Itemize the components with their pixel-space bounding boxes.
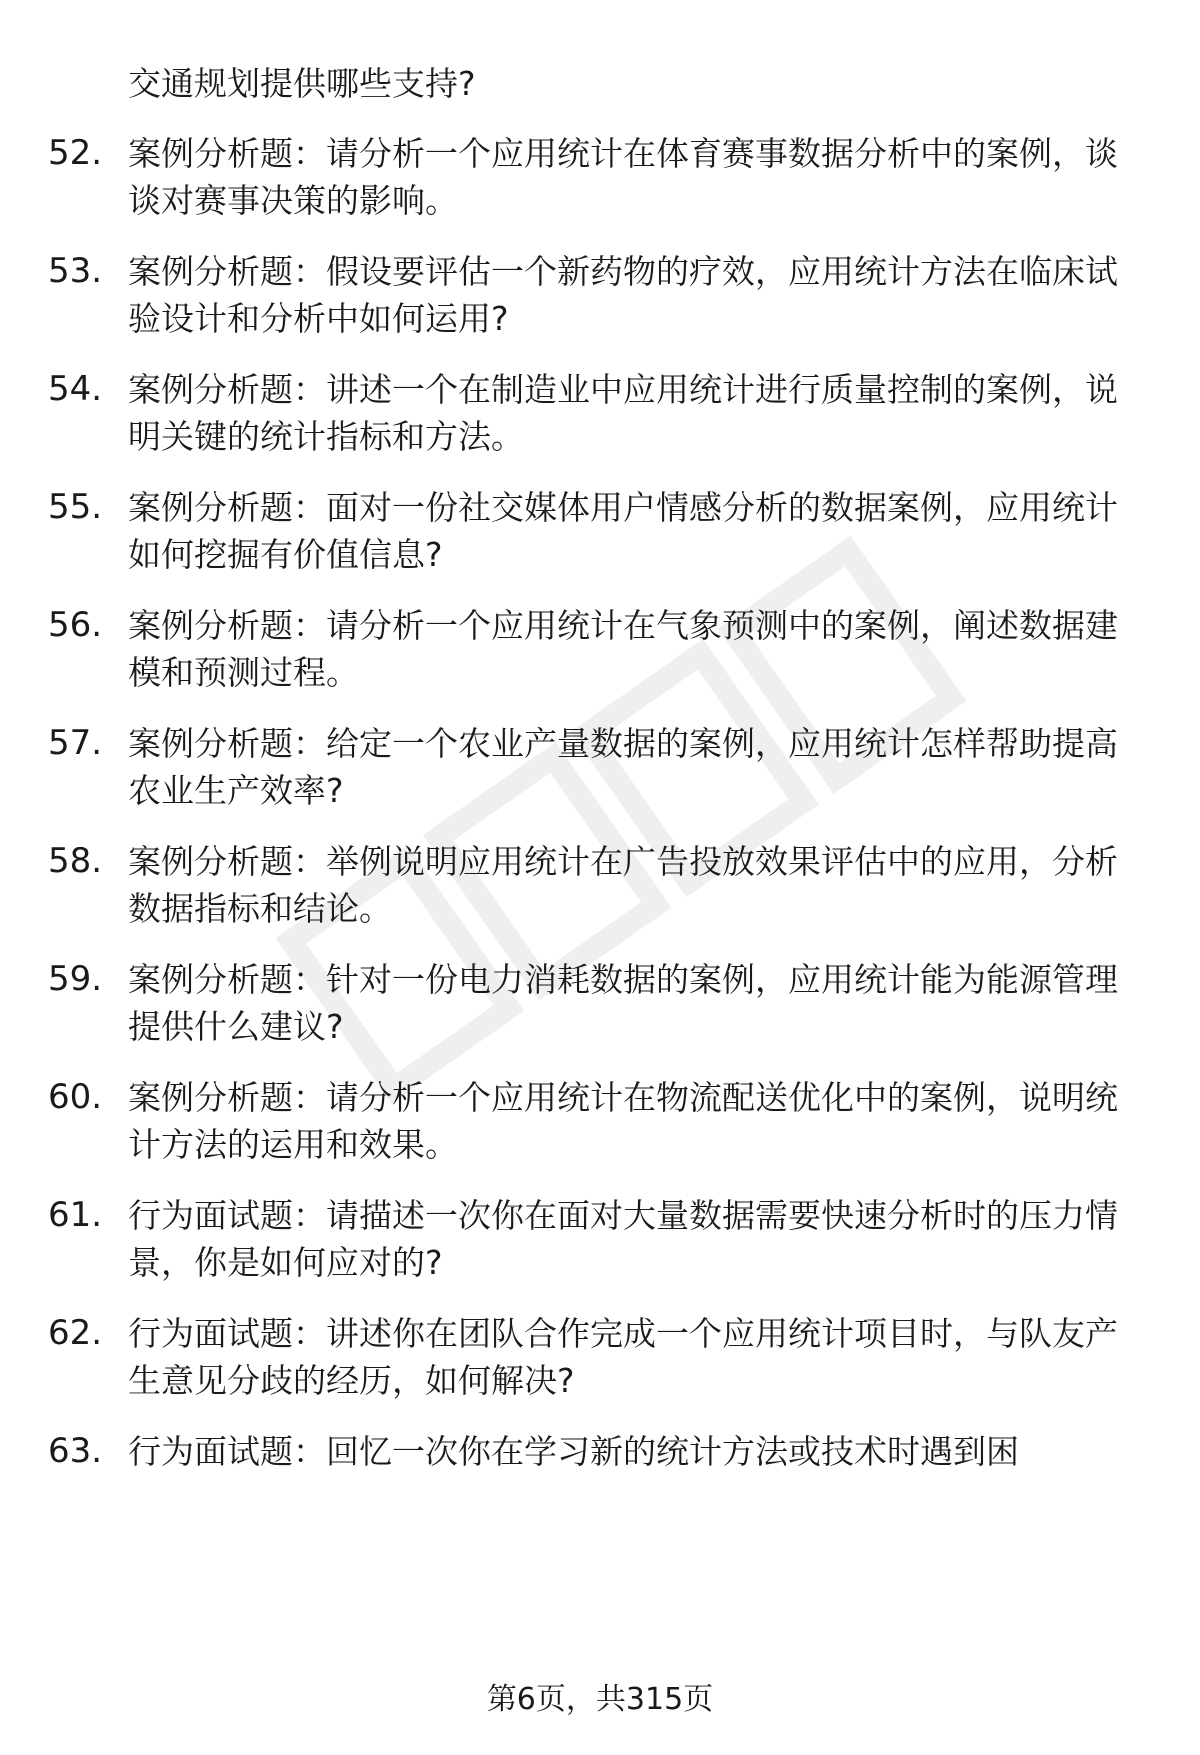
- question-number: 57.: [48, 723, 103, 763]
- question-text: 案例分析题：假设要评估一个新药物的疗效，应用统计方法在临床试验设计和分析中如何运用?: [128, 252, 1118, 338]
- question-number: 60.: [48, 1077, 103, 1117]
- question-text: 行为面试题：请描述一次你在面对大量数据需要快速分析时的压力情景，你是如何应对的?: [128, 1196, 1118, 1282]
- question-text: 案例分析题：给定一个农业产量数据的案例，应用统计怎样帮助提高农业生产效率?: [128, 724, 1118, 810]
- question-text: 行为面试题：回忆一次你在学习新的统计方法或技术时遇到困: [128, 1432, 1019, 1471]
- question-text: 案例分析题：针对一份电力消耗数据的案例，应用统计能为能源管理提供什么建议?: [128, 960, 1118, 1046]
- question-number: 56.: [48, 605, 103, 645]
- question-number: 62.: [48, 1313, 103, 1353]
- question-text: 案例分析题：请分析一个应用统计在体育赛事数据分析中的案例，谈谈对赛事决策的影响。: [128, 134, 1118, 220]
- question-number: 52.: [48, 133, 103, 173]
- question-number: 55.: [48, 487, 103, 527]
- question-number: 59.: [48, 959, 103, 999]
- question-number: 63.: [48, 1431, 103, 1471]
- question-text: 案例分析题：请分析一个应用统计在气象预测中的案例，阐述数据建模和预测过程。: [128, 606, 1118, 692]
- question-text: 案例分析题：讲述一个在制造业中应用统计进行质量控制的案例，说明关键的统计指标和方法。: [128, 370, 1118, 456]
- question-number: 53.: [48, 251, 103, 291]
- question-number: 54.: [48, 369, 103, 409]
- page-footer: 第6页，共315页: [486, 1682, 714, 1717]
- continuation-text: 交通规划提供哪些支持?: [128, 64, 476, 103]
- question-text: 案例分析题：面对一份社交媒体用户情感分析的数据案例，应用统计如何挖掘有价值信息?: [128, 488, 1118, 574]
- question-text: 行为面试题：讲述你在团队合作完成一个应用统计项目时，与队友产生意见分歧的经历，如何解决?: [128, 1314, 1118, 1400]
- question-number: 58.: [48, 841, 103, 881]
- question-text: 案例分析题：请分析一个应用统计在物流配送优化中的案例，说明统计方法的运用和效果。: [128, 1078, 1118, 1164]
- question-text: 案例分析题：举例说明应用统计在广告投放效果评估中的应用，分析数据指标和结论。: [128, 842, 1118, 928]
- question-number: 61.: [48, 1195, 103, 1235]
